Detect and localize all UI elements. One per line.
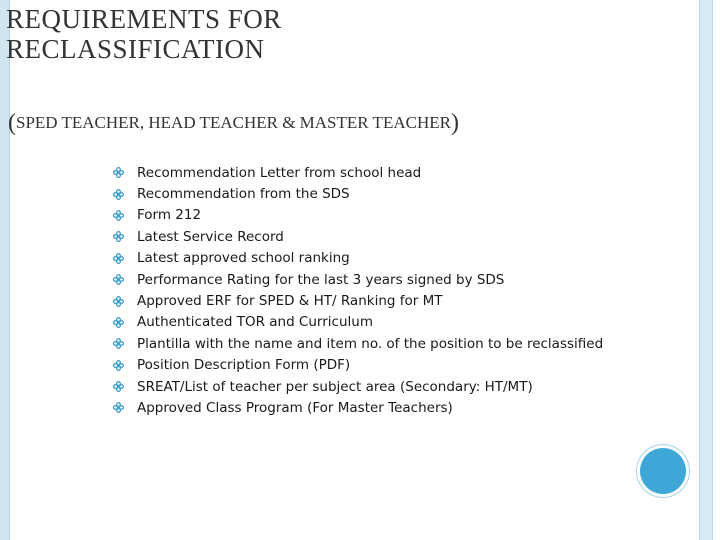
requirement-item [113, 226, 693, 247]
requirement-text: Position Description Form (PDF) [137, 357, 351, 374]
requirement-item [113, 205, 693, 226]
subtitle-close-paren: ) [450, 110, 459, 136]
flower-bullet-icon [113, 231, 124, 242]
flower-bullet-icon [113, 210, 124, 221]
requirement-text: Performance Rating for the last 3 years signed by SDS [137, 271, 505, 288]
slide-subtitle [8, 110, 668, 137]
requirement-text: Latest Service Record [137, 228, 284, 245]
requirement-item [113, 183, 693, 204]
requirement-text: Recommendation Letter from school head [137, 164, 422, 181]
requirement-item [113, 376, 693, 397]
right-border-frame [699, 0, 713, 540]
subtitle-text: SPED TEACHER, HEAD TEACHER & MASTER TEACHER [16, 113, 451, 132]
slide-title [6, 4, 666, 64]
requirement-text: SREAT/List of teacher per subject area (Secondary: HT/MT) [137, 378, 533, 395]
subtitle-open-paren: ( [8, 110, 16, 136]
flower-bullet-icon [113, 167, 124, 178]
requirement-text: Form 212 [137, 207, 202, 224]
requirement-item [113, 333, 693, 354]
title-line-2: RECLASSIFICATION [6, 34, 265, 64]
flower-bullet-icon [113, 338, 124, 349]
flower-bullet-icon [113, 360, 124, 371]
requirement-text: Recommendation from the SDS [137, 186, 350, 203]
flower-bullet-icon [113, 274, 124, 285]
requirements-list [113, 162, 693, 419]
requirement-item [113, 312, 693, 333]
requirement-item [113, 248, 693, 269]
left-border-frame [0, 0, 10, 540]
requirement-item [113, 290, 693, 311]
requirement-item [113, 269, 693, 290]
requirement-text: Authenticated TOR and Curriculum [137, 314, 373, 331]
requirement-text: Latest approved school ranking [137, 250, 350, 267]
decorative-circle [640, 448, 686, 494]
requirement-item [113, 355, 693, 376]
flower-bullet-icon [113, 296, 124, 307]
flower-bullet-icon [113, 317, 124, 328]
flower-bullet-icon [113, 381, 124, 392]
requirement-text: Approved Class Program (For Master Teachers) [137, 399, 453, 416]
requirement-text: Approved ERF for SPED & HT/ Ranking for MT [137, 293, 443, 310]
requirement-text: Plantilla with the name and item no. of the position to be reclassified [137, 335, 604, 352]
flower-bullet-icon [113, 402, 124, 413]
requirement-item [113, 397, 693, 418]
title-line-1: REQUIREMENTS FOR [6, 4, 282, 34]
flower-bullet-icon [113, 253, 124, 264]
requirement-item [113, 162, 693, 183]
flower-bullet-icon [113, 189, 124, 200]
